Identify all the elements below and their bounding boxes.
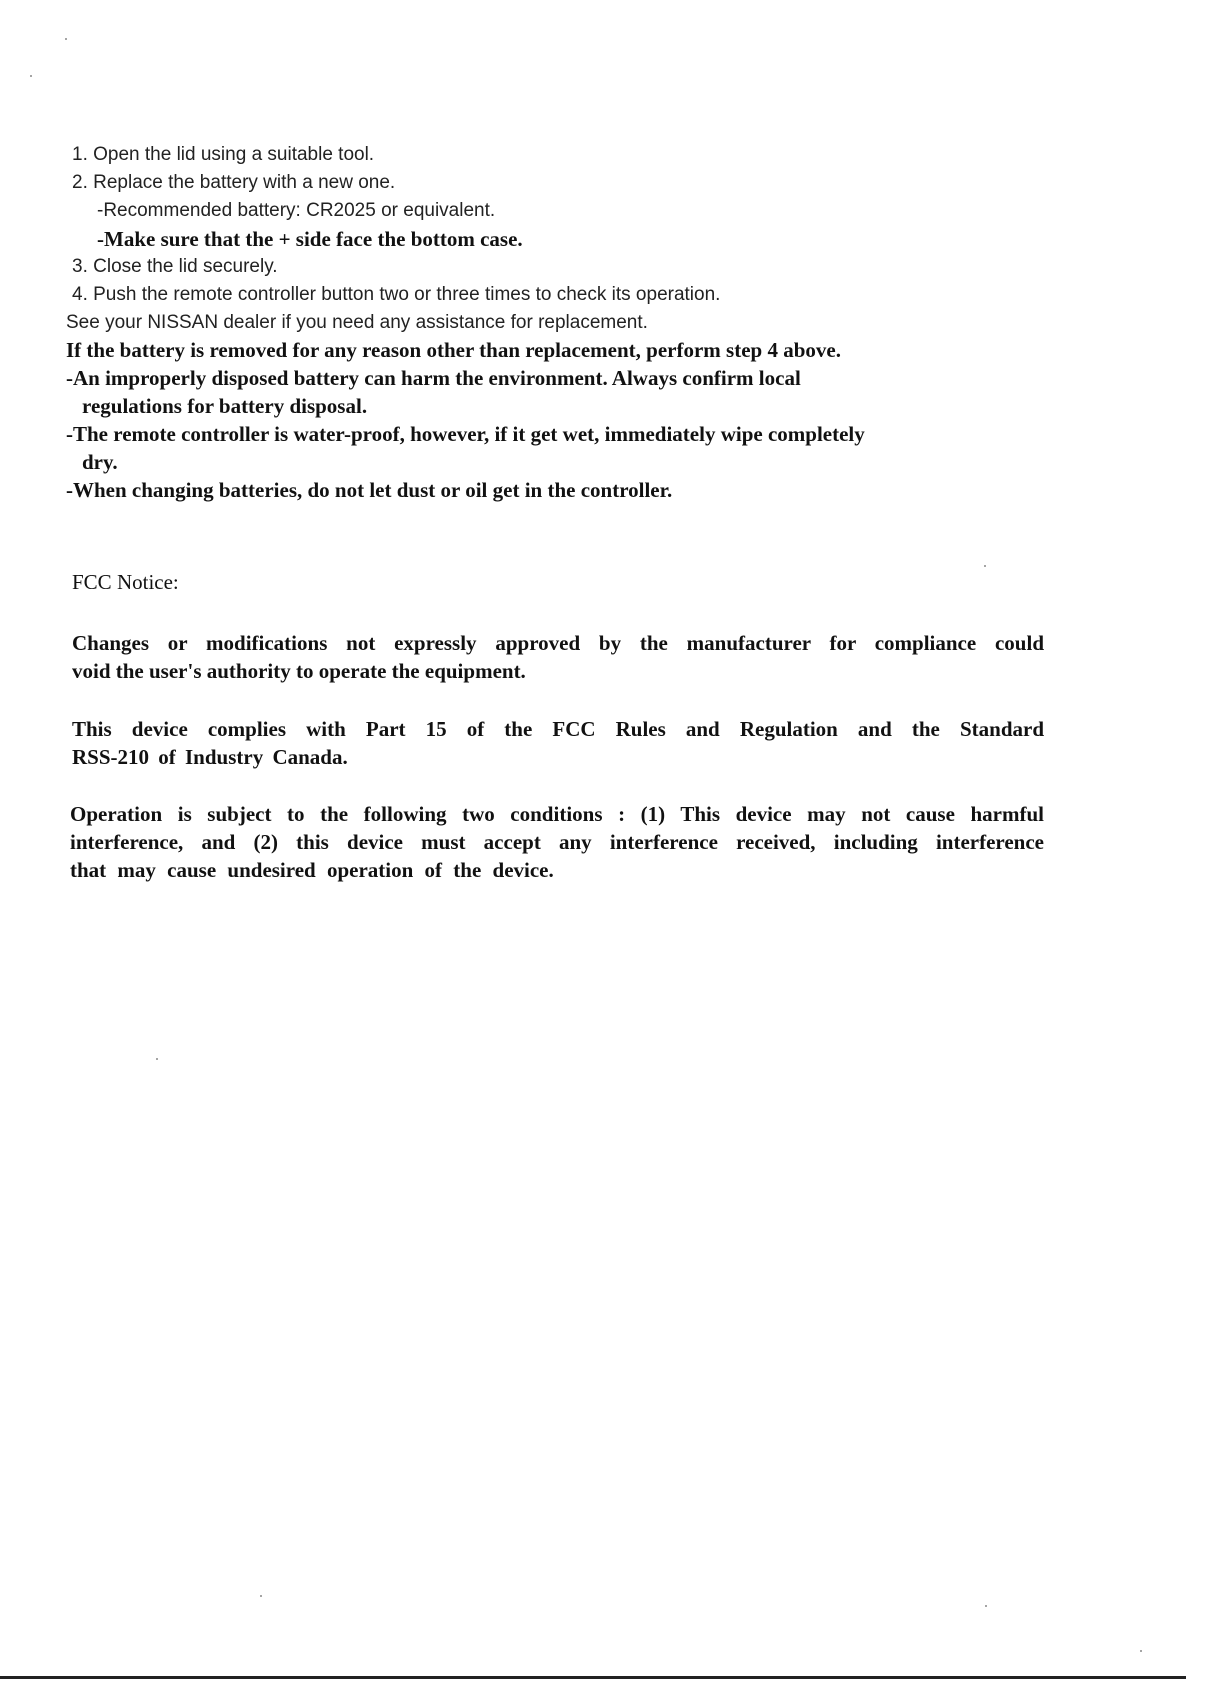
dealer-note: See your NISSAN dealer if you need any assistance for replacement. — [66, 312, 648, 333]
instruction-step-2: 2. Replace the battery with a new one. — [72, 172, 396, 193]
fcc-paragraph-1-line-1: Changes or modifications not expressly approved by the manufacturer for compliance could — [72, 631, 1044, 655]
scan-speck — [1140, 1650, 1142, 1652]
instruction-step-3: 3. Close the lid securely. — [72, 256, 278, 277]
instruction-step-2-orientation: -Make sure that the + side face the bottom case. — [97, 227, 523, 251]
dust-warning: -When changing batteries, do not let dust or oil get in the controller. — [66, 478, 673, 502]
bottom-rule — [0, 1676, 1186, 1679]
disposal-warning-line-2: regulations for battery disposal. — [82, 394, 368, 418]
water-warning-line-2: dry. — [82, 450, 118, 474]
scan-speck — [65, 38, 67, 40]
scan-speck — [984, 565, 986, 567]
instruction-step-4: 4. Push the remote controller button two or three times to check its operation. — [72, 284, 721, 305]
instruction-step-2-battery-type: -Recommended battery: CR2025 or equivalent. — [97, 200, 496, 221]
fcc-paragraph-2-line-2: RSS-210 of Industry Canada. — [72, 745, 348, 769]
scan-speck — [156, 1058, 158, 1060]
scan-speck — [260, 1595, 262, 1597]
removal-note: If the battery is removed for any reason other than replacement, perform step 4 above. — [66, 338, 841, 362]
fcc-paragraph-3-line-2: interference, and (2) this device must accept any interference received, including interference — [70, 830, 1044, 854]
scan-speck — [30, 75, 32, 77]
fcc-heading: FCC Notice: — [72, 570, 179, 594]
instruction-step-1: 1. Open the lid using a suitable tool. — [72, 144, 375, 165]
scan-speck — [985, 1605, 987, 1607]
disposal-warning-line-1: -An improperly disposed battery can harm the environment. Always confirm local — [66, 366, 801, 390]
fcc-paragraph-2-line-1: This device complies with Part 15 of the FCC Rules and Regulation and the Standard — [72, 717, 1044, 741]
water-warning-line-1: -The remote controller is water-proof, however, if it get wet, immediately wipe completely — [66, 422, 865, 446]
fcc-paragraph-3-line-1: Operation is subject to the following two conditions : (1) This device may not cause harmful — [70, 802, 1044, 826]
fcc-paragraph-1-line-2: void the user's authority to operate the equipment. — [72, 659, 526, 683]
fcc-paragraph-3-line-3: that may cause undesired operation of the device. — [70, 858, 554, 882]
